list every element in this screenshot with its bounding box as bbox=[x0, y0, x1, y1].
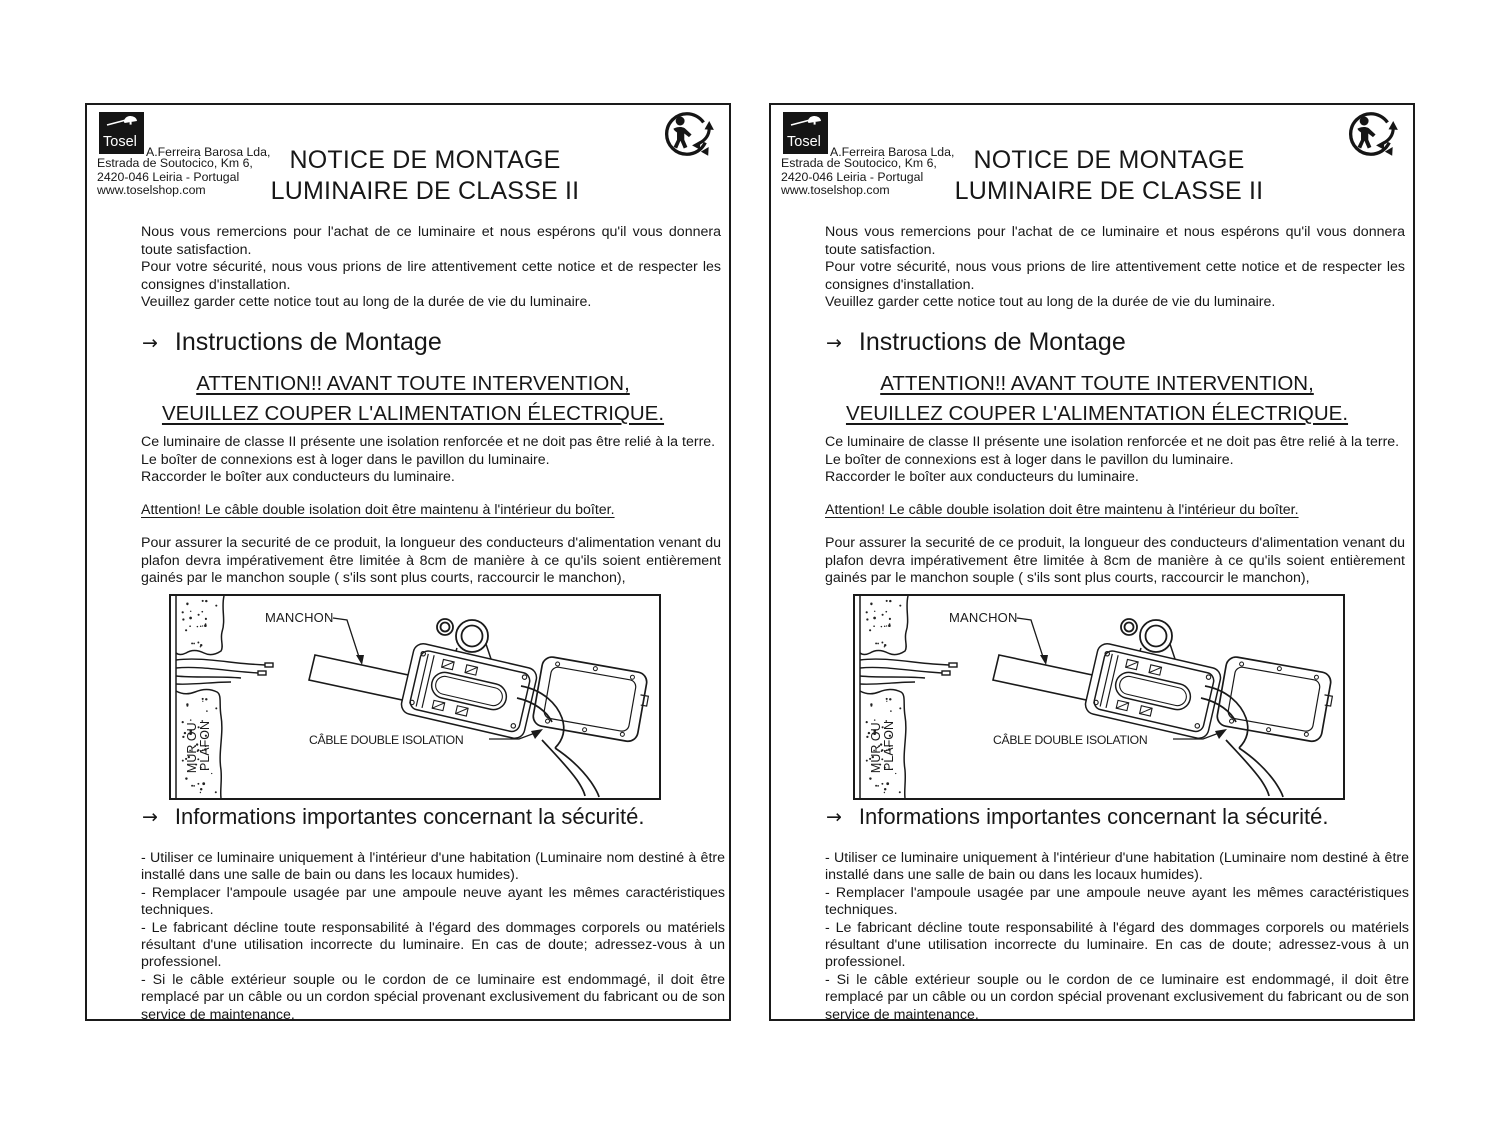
safety-item-3: - Le fabricant décline toute responsabilité à l'égard des dommages corporels ou matériels résultant d'une utilisation incorrecte du luminaire. En cas de doute; adressez-vous à un professionel. bbox=[825, 919, 1409, 971]
montage-line-2: Le boîter de connexions est à loger dans le pavillon du luminaire. bbox=[141, 451, 550, 468]
notice-title bbox=[195, 145, 655, 207]
section-heading-securite bbox=[826, 804, 1328, 830]
montage-line-3: Raccorder le boîter aux conducteurs du luminaire. bbox=[825, 469, 1139, 486]
cable-label: CÂBLE DOUBLE ISOLATION bbox=[309, 733, 464, 747]
intro-paragraph-1: Nous vous remercions pour l'achat de ce luminaire et nous espérons qu'il vous donnera toute satisfaction. bbox=[141, 224, 721, 258]
title-line-2: LUMINAIRE DE CLASSE II bbox=[270, 177, 580, 205]
title-line-2: LUMINAIRE DE CLASSE II bbox=[954, 177, 1264, 205]
intro-paragraph-3: Veuillez garder cette notice tout au long de la durée de vie du luminaire. bbox=[825, 294, 1276, 311]
safety-item-3: - Le fabricant décline toute responsabilité à l'égard des dommages corporels ou matériels résultant d'une utilisation incorrecte du luminaire. En cas de doute; adressez-vous à un professionel. bbox=[141, 919, 725, 971]
montage-line-2: Le boîter de connexions est à loger dans le pavillon du luminaire. bbox=[825, 451, 1234, 468]
montage-line-1: Ce luminaire de classe II présente une isolation renforcée et ne doit pas être relié à la terre. bbox=[825, 434, 1400, 450]
manchon-label: MANCHON bbox=[949, 610, 1018, 625]
tosel-logo bbox=[783, 112, 828, 154]
arrow-bullet-icon: → bbox=[826, 806, 842, 828]
address-line-1: Estrada de Soutocico, Km 6, bbox=[781, 156, 937, 170]
intro-paragraph-2: Pour votre sécurité, nous vous prions de lire attentivement cette notice et de respecter les consignes d'installation. bbox=[825, 259, 1405, 293]
tosel-lamp-icon bbox=[783, 112, 828, 154]
installation-diagram bbox=[853, 594, 1345, 800]
intro-paragraph-2: Pour votre sécurité, nous vous prions de lire attentivement cette notice et de respecter les consignes d'installation. bbox=[141, 259, 721, 293]
cable-label: CÂBLE DOUBLE ISOLATION bbox=[993, 733, 1148, 747]
safety-items bbox=[825, 850, 1409, 1024]
triman-recycling-icon bbox=[1347, 108, 1401, 160]
arrow-bullet-icon: → bbox=[826, 332, 842, 354]
montage-heading-text: Instructions de Montage bbox=[858, 328, 1126, 356]
safety-item-1: - Utiliser ce luminaire uniquement à l'intérieur d'une habitation (Luminaire nom destiné à être installé dans une salle de bain ou dans les locaux humides). bbox=[141, 850, 725, 884]
cable-attention-note: Attention! Le câble double isolation doit être maintenu à l'intérieur du boîter. bbox=[825, 502, 1299, 518]
safety-item-4: - Si le câble extérieur souple ou le cordon de ce luminaire est endommagé, il doit être remplacé par un câble ou un cordon spécial provenant exclusivement du fabricant ou de son service de maintenance. bbox=[825, 971, 1409, 1023]
installation-diagram bbox=[169, 594, 661, 800]
securite-heading-text: Informations importantes concernant la sécurité. bbox=[174, 804, 645, 829]
arrow-bullet-icon: → bbox=[142, 332, 158, 354]
triman-recycling-icon bbox=[663, 108, 717, 160]
section-heading-montage bbox=[142, 328, 442, 357]
warning-line-1: ATTENTION!! AVANT TOUTE INTERVENTION, bbox=[196, 372, 630, 395]
wall-label bbox=[185, 719, 212, 773]
title-line-1: NOTICE DE MONTAGE bbox=[973, 146, 1245, 174]
power-warning bbox=[791, 369, 1403, 429]
safety-item-1: - Utiliser ce luminaire uniquement à l'intérieur d'une habitation (Luminaire nom destiné à être installé dans une salle de bain ou dans les locaux humides). bbox=[825, 850, 1409, 884]
safety-items bbox=[141, 850, 725, 1024]
power-warning bbox=[107, 369, 719, 429]
cable-attention-note: Attention! Le câble double isolation doit être maintenu à l'intérieur du boîter. bbox=[141, 502, 615, 518]
intro-paragraphs bbox=[141, 224, 721, 312]
arrow-bullet-icon: → bbox=[142, 806, 158, 828]
tosel-lamp-icon bbox=[99, 112, 144, 154]
manchon-label: MANCHON bbox=[265, 610, 334, 625]
company-website: www.toselshop.com bbox=[781, 183, 890, 198]
montage-line-1: Ce luminaire de classe II présente une isolation renforcée et ne doit pas être relié à la terre. bbox=[141, 434, 716, 450]
securite-heading-text: Informations importantes concernant la sécurité. bbox=[858, 804, 1329, 829]
warning-line-2: VEUILLEZ COUPER L'ALIMENTATION ÉLECTRIQUE. bbox=[845, 402, 1349, 425]
sleeve-paragraph: Pour assurer la securité de ce produit, la longueur des conducteurs d'alimentation venant du plafon devra impérativement être limitée à 8cm de manière à ce qu'ils soient entièrement gainés par le manchon souple ( s'ils sont plus courts, raccourcir le manchon), bbox=[141, 535, 721, 587]
logo-brand-text: Tosel bbox=[103, 134, 137, 150]
notice-page-2 bbox=[769, 103, 1415, 1021]
section-heading-montage bbox=[826, 328, 1126, 357]
warning-line-2: VEUILLEZ COUPER L'ALIMENTATION ÉLECTRIQUE. bbox=[161, 402, 665, 425]
wall-label-line-2: PLAFON bbox=[882, 720, 896, 772]
montage-heading-text: Instructions de Montage bbox=[174, 328, 442, 356]
montage-line-3: Raccorder le boîter aux conducteurs du luminaire. bbox=[141, 469, 455, 486]
warning-line-1: ATTENTION!! AVANT TOUTE INTERVENTION, bbox=[880, 372, 1314, 395]
section-heading-securite bbox=[142, 804, 644, 830]
company-website: www.toselshop.com bbox=[97, 183, 206, 198]
sleeve-paragraph: Pour assurer la securité de ce produit, la longueur des conducteurs d'alimentation venant du plafon devra impérativement être limitée à 8cm de manière à ce qu'ils soient entièrement gainés par le manchon souple ( s'ils sont plus courts, raccourcir le manchon), bbox=[825, 535, 1405, 587]
montage-instructions bbox=[141, 434, 725, 487]
wall-label-line-2: PLAFON bbox=[198, 720, 212, 772]
intro-paragraphs bbox=[825, 224, 1405, 312]
address-line-1: Estrada de Soutocico, Km 6, bbox=[97, 156, 253, 170]
title-line-1: NOTICE DE MONTAGE bbox=[289, 146, 561, 174]
intro-paragraph-1: Nous vous remercions pour l'achat de ce luminaire et nous espérons qu'il vous donnera toute satisfaction. bbox=[825, 224, 1405, 258]
address-line-2: 2420-046 Leiria - Portugal bbox=[781, 169, 924, 184]
notice-title bbox=[879, 145, 1339, 207]
address-line-2: 2420-046 Leiria - Portugal bbox=[97, 169, 240, 184]
company-name: A.Ferreira Barosa Lda, bbox=[830, 145, 955, 159]
installation-figure bbox=[853, 594, 1345, 800]
montage-instructions bbox=[825, 434, 1409, 487]
intro-paragraph-3: Veuillez garder cette notice tout au long de la durée de vie du luminaire. bbox=[141, 294, 592, 311]
company-name: A.Ferreira Barosa Lda, bbox=[146, 145, 271, 159]
logo-brand-text: Tosel bbox=[787, 134, 821, 150]
notice-page-1 bbox=[85, 103, 731, 1021]
safety-item-2: - Remplacer l'ampoule usagée par une ampoule neuve ayant les mêmes caractéristiques techniques. bbox=[141, 884, 725, 919]
wall-label bbox=[869, 719, 896, 773]
wall-label-line-1: MUR OU bbox=[869, 722, 883, 774]
installation-figure bbox=[169, 594, 661, 800]
tosel-logo bbox=[99, 112, 144, 154]
safety-item-2: - Remplacer l'ampoule usagée par une ampoule neuve ayant les mêmes caractéristiques techniques. bbox=[825, 884, 1409, 919]
safety-item-4: - Si le câble extérieur souple ou le cordon de ce luminaire est endommagé, il doit être remplacé par un câble ou un cordon spécial provenant exclusivement du fabricant ou de son service de maintenance. bbox=[141, 971, 725, 1023]
wall-label-line-1: MUR OU bbox=[185, 722, 199, 774]
